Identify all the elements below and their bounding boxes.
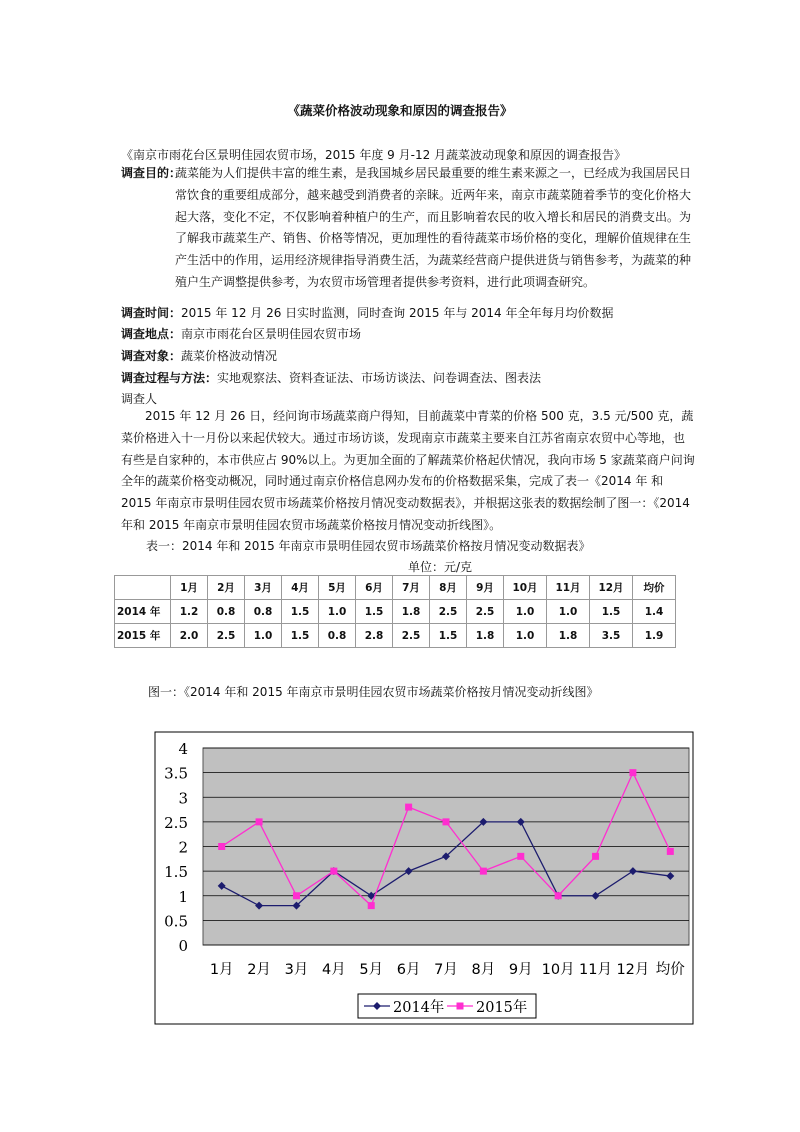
table-cell: 1.0 bbox=[547, 600, 590, 624]
purpose-text: 蔬菜能为人们提供丰富的维生素，是我国城乡居民最重要的维生素来源之一，已经成为我国居民日常饮食的重要组成部分，越来越受到消费者的亲睐。近两年来，南京市蔬菜随着季节的变化价格大起大落，变化不定，不仅影响着种植户的生产，而且影响着农民的收入增长和居民的消费支出。为了解我市蔬菜生产、销售、价格等情况，更加理性的看待蔬菜市场价格的变化，理解价值规律在生产生活中的作用，运用经济规律指导消费生活，为蔬菜经营商户提供进货与销售参考，为蔬菜的种殖户生产调整提供参考，为农贸市场管理者提供参考资料，进行此项调查研究。 bbox=[175, 166, 692, 289]
data-point bbox=[218, 843, 225, 850]
table-cell: 2.5 bbox=[208, 624, 245, 648]
body-paragraph: 2015 年 12 月 26 日，经问询市场蔬菜商户得知，目前蔬菜中青菜的价格 500 克，3.5 元/500 克，蔬菜价格进入十一月份以来起伏较大。通过市场访谈，发现南京市蔬菜主要来自江苏省南京农贸中心等地，也有些是自家种的，本市供应占 90%以上。为更加全面的了解蔬菜价格起伏情况，我向市场 5 家蔬菜商户问询全年的蔬菜价格变动概况，同时通过南京价格信息网办发布的价格数据采集，完成了表一《2014 年 和 2015 年南京市景明佳园农贸市场蔬菜价格按月情况变动数据表》，并根据这张表的数据绘制了图一：《2014 年和 2015 年南京市景明佳园农贸市场蔬菜价格按月情况变动折线图》。 bbox=[121, 409, 695, 532]
x-tick-label: 3月 bbox=[284, 962, 309, 978]
table-unit: 单位：元/克 bbox=[408, 560, 473, 574]
table-cell: 3.5 bbox=[590, 624, 633, 648]
table-cell: 9月 bbox=[467, 576, 504, 600]
table-cell: 1.4 bbox=[633, 600, 676, 624]
legend-marker bbox=[457, 1003, 464, 1010]
data-point bbox=[592, 853, 599, 860]
row-header-cell: 2015 年 bbox=[115, 624, 171, 648]
x-tick-label: 6月 bbox=[396, 962, 421, 978]
table-cell: 0.8 bbox=[245, 600, 282, 624]
x-tick-label: 11月 bbox=[579, 962, 613, 978]
table-title: 表一：2014 年和 2015 年南京市景明佳园农贸市场蔬菜价格按月情况变动数据表》 bbox=[146, 539, 591, 553]
row-header-cell: 2014 年 bbox=[115, 600, 171, 624]
person-label: 调查人 bbox=[121, 392, 158, 406]
legend-label: 2014年 bbox=[393, 1000, 445, 1016]
report-subtitle: 《南京市雨花台区景明佳园农贸市场，2015 年度 9 月-12 月蔬菜波动现象和原因的调查报告》 bbox=[121, 148, 627, 162]
table-cell: 1.0 bbox=[245, 624, 282, 648]
x-tick-label: 9月 bbox=[508, 962, 533, 978]
x-tick-label: 10月 bbox=[541, 962, 575, 978]
table-cell: 1.8 bbox=[393, 600, 430, 624]
table-cell: 11月 bbox=[547, 576, 590, 600]
table-cell: 12月 bbox=[590, 576, 633, 600]
place-text: 南京市雨花台区景明佳园农贸市场 bbox=[181, 327, 362, 341]
method-label: 调查过程与方法： bbox=[121, 371, 218, 385]
table-cell: 1月 bbox=[171, 576, 208, 600]
data-point bbox=[293, 892, 300, 899]
data-point bbox=[368, 902, 375, 909]
table-cell: 10月 bbox=[504, 576, 547, 600]
data-point bbox=[629, 769, 636, 776]
x-tick-label: 8月 bbox=[471, 962, 496, 978]
table-cell: 均价 bbox=[633, 576, 676, 600]
y-tick-label: 0.5 bbox=[164, 912, 188, 931]
table-cell: 1.5 bbox=[356, 600, 393, 624]
x-tick-label: 12月 bbox=[616, 962, 650, 978]
y-tick-label: 1 bbox=[178, 887, 188, 906]
table-cell: 1.0 bbox=[504, 600, 547, 624]
table-cell: 1.5 bbox=[590, 600, 633, 624]
table-cell: 1.0 bbox=[319, 600, 356, 624]
method-text: 实地观察法、资料查证法、市场访谈法、问卷调查法、图表法 bbox=[217, 371, 542, 385]
place-label: 调查地点： bbox=[121, 327, 182, 341]
table-cell: 1.8 bbox=[467, 624, 504, 648]
purpose-label: 调查目的： bbox=[121, 166, 182, 180]
data-point bbox=[256, 818, 263, 825]
table-cell: 4月 bbox=[282, 576, 319, 600]
y-tick-label: 3 bbox=[178, 789, 188, 808]
y-tick-label: 3.5 bbox=[164, 764, 188, 783]
table-cell: 5月 bbox=[319, 576, 356, 600]
table-cell: 8月 bbox=[430, 576, 467, 600]
table-cell: 2.8 bbox=[356, 624, 393, 648]
data-point bbox=[517, 853, 524, 860]
table-cell: 3月 bbox=[245, 576, 282, 600]
table-cell: 1.5 bbox=[430, 624, 467, 648]
x-tick-label: 均价 bbox=[655, 962, 685, 978]
table-cell: 0.8 bbox=[208, 600, 245, 624]
table-cell: 2月 bbox=[208, 576, 245, 600]
y-tick-label: 2 bbox=[178, 838, 188, 857]
table-cell: 2.0 bbox=[171, 624, 208, 648]
data-point bbox=[405, 804, 412, 811]
table-cell: 1.0 bbox=[504, 624, 547, 648]
legend-label: 2015年 bbox=[476, 1000, 528, 1016]
figure-title: 图一：《2014 年和 2015 年南京市景明佳园农贸市场蔬菜价格按月情况变动折线图》 bbox=[148, 685, 599, 699]
y-tick-label: 0 bbox=[178, 937, 188, 955]
x-tick-label: 5月 bbox=[359, 962, 384, 978]
table-cell: 2.5 bbox=[393, 624, 430, 648]
data-point bbox=[480, 868, 487, 875]
table-cell: 0.8 bbox=[319, 624, 356, 648]
x-tick-label: 7月 bbox=[434, 962, 458, 978]
data-point bbox=[330, 868, 337, 875]
data-point bbox=[667, 848, 674, 855]
y-tick-label: 4 bbox=[178, 740, 188, 758]
table-cell: 2.5 bbox=[467, 600, 504, 624]
x-tick-label: 1月 bbox=[209, 962, 234, 978]
table-cell: 7月 bbox=[393, 576, 430, 600]
y-tick-label: 2.5 bbox=[164, 813, 188, 832]
table-cell: 1.2 bbox=[171, 600, 208, 624]
data-point bbox=[443, 818, 450, 825]
data-point bbox=[555, 892, 562, 899]
y-tick-label: 1.5 bbox=[164, 863, 188, 882]
report-title: 《蔬菜价格波动现象和原因的调查报告》 bbox=[287, 103, 513, 118]
table-cell: 1.8 bbox=[547, 624, 590, 648]
object-text: 蔬菜价格波动情况 bbox=[181, 349, 278, 363]
table-cell: 1.5 bbox=[282, 600, 319, 624]
table-cell: 1.9 bbox=[633, 624, 676, 648]
x-tick-label: 4月 bbox=[321, 962, 346, 978]
time-text: 2015 年 12 月 26 日实时监测，同时查询 2015 年与 2014 年全年每月均价数据 bbox=[181, 306, 614, 320]
table-cell: 6月 bbox=[356, 576, 393, 600]
x-tick-label: 2月 bbox=[247, 962, 271, 978]
object-label: 调查对象： bbox=[121, 349, 182, 363]
table-cell: 1.5 bbox=[282, 624, 319, 648]
time-label: 调查时间： bbox=[121, 306, 182, 320]
table-cell: 2.5 bbox=[430, 600, 467, 624]
